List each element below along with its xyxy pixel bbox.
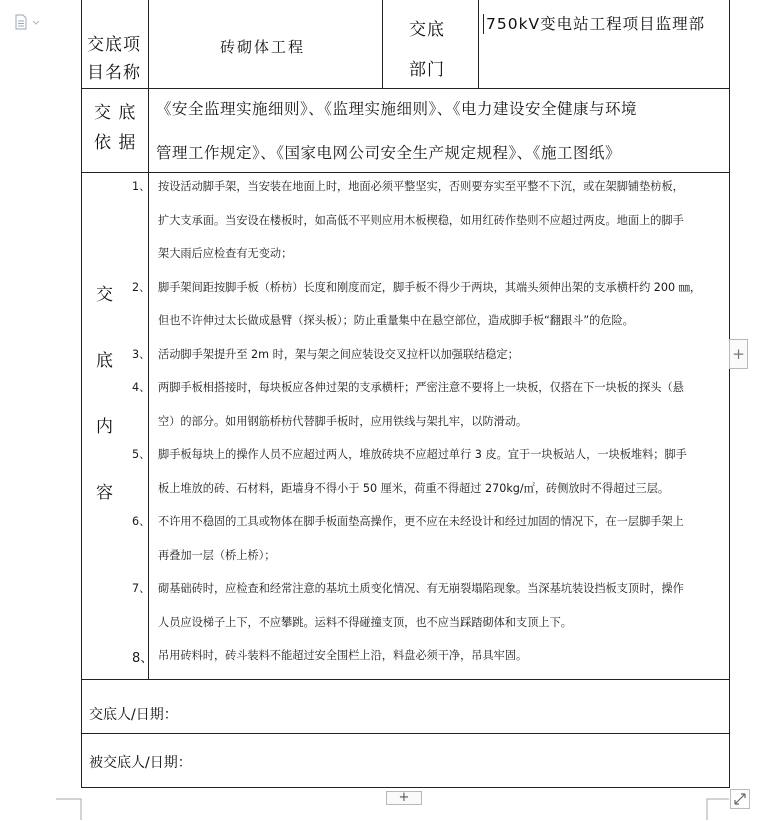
page-corner-mark — [56, 798, 82, 821]
add-column-button[interactable]: + — [729, 339, 748, 369]
item-number: 3、 — [132, 347, 151, 361]
content-label-char: 交 — [96, 285, 113, 305]
discloser-date-label: 交底人/日期： — [89, 707, 178, 723]
item-text-line: 脚手板每块上的操作人员不应超过两人，堆放砖块不应超过单行 3 皮。宜于一块板站人，一块板堆料；脚手 — [158, 448, 687, 461]
department-value[interactable]: 750kV变电站工程项目监理部 — [483, 14, 705, 34]
item-number: 2、 — [132, 280, 151, 294]
basis-label: 交 底 依 据 — [94, 103, 137, 153]
item-number: 6、 — [132, 515, 151, 528]
item-text-line: 按设活动脚手架，当安装在地面上时，地面必须平整坚实，否则要夯实至平整不下沉，或在架脚铺垫枋板， — [158, 180, 684, 193]
item-text-line: 不许用不稳固的工具或物体在脚手板面垫高操作，更不应在未经设计和经过加固的情况下，在一层脚手架上 — [158, 515, 684, 528]
recipient-date-label: 被交底人/日期： — [89, 755, 192, 771]
item-number: 4、 — [132, 381, 151, 394]
content-list[interactable] — [132, 178, 727, 678]
item-text-line: 但也不许伸过太长做成悬臂（探头板）；防止重量集中在悬空部位，造成脚手板“翻跟斗”的危险。 — [158, 314, 634, 327]
item-number: 8、 — [132, 651, 154, 666]
item-text-line: 两脚手板相搭接时，每块板应各伸过架的支承横杆；严密注意不要将上一块板，仅搭在下一块板的探头（悬 — [158, 381, 684, 394]
content-label-char: 内 — [96, 417, 113, 437]
item-number: 1、 — [132, 180, 151, 193]
basis-text[interactable]: 《安全监理实施细则》、《监理实施细则》、《电力建设安全健康与环境 管理工作规定》、《国家电网公司安全生产规定规程》、《施工图纸》 — [156, 100, 638, 162]
item-text-line: 吊用砖料时，砖斗装料不能超过安全围栏上沿，料盘必须干净，吊具牢固。 — [158, 649, 528, 662]
item-text-line: 活动脚手架提升至 2m 时，架与架之间应装设交叉拉杆以加强联结稳定； — [158, 347, 519, 361]
item-text-line: 人员应设梯子上下，不应攀跳。运料不得碰撞支顶，也不应当踩踏砌体和支顶上下。 — [158, 615, 572, 629]
item-text-line: 砌基础砖时，应检查和经常注意的基坑土质变化情况、有无崩裂塌陷现象。当深基坑装设挡板支顶时，操作 — [158, 582, 684, 595]
project-name-label: 交底项 目名称 — [87, 35, 141, 83]
item-text-line: 空）的部分。如用钢筋桥枋代替脚手板时，应用铁线与架扎牢，以防滑动。 — [158, 414, 528, 428]
page-corner-mark — [706, 798, 730, 821]
document-icon[interactable] — [12, 14, 42, 30]
item-text-line: 架大雨后应检查有无变动； — [158, 247, 293, 260]
item-text-line: 板上堆放的砖、石材料，距墙身不得小于 50 厘米，荷重不得超过 270kg/㎡，砖侧放时不得超过三层。 — [158, 481, 670, 495]
content-label-char: 底 — [96, 351, 113, 371]
item-text-line: 再叠加一层（桥上桥）； — [158, 548, 276, 562]
item-text-line: 脚手架间距按脚手板（桥枋）长度和刚度而定，脚手板不得少于两块，其端头须伸出架的支承横杆约 200 ㎜， — [158, 280, 702, 294]
project-name-value[interactable]: 砖砌体工程 — [220, 38, 306, 56]
add-row-button[interactable]: + — [386, 791, 422, 805]
item-number: 7、 — [132, 582, 151, 595]
item-number: 5、 — [132, 448, 151, 461]
department-label: 交底 部门 — [409, 20, 445, 80]
content-label-char: 容 — [96, 483, 113, 503]
disclosure-table — [81, 0, 730, 788]
item-text-line: 扩大支承面。当安设在楼板时，如高低不平则应用木板楔稳，如用红砖作垫则不应超过两皮。地面上的脚手 — [158, 213, 684, 227]
table-resize-icon[interactable] — [730, 789, 750, 809]
